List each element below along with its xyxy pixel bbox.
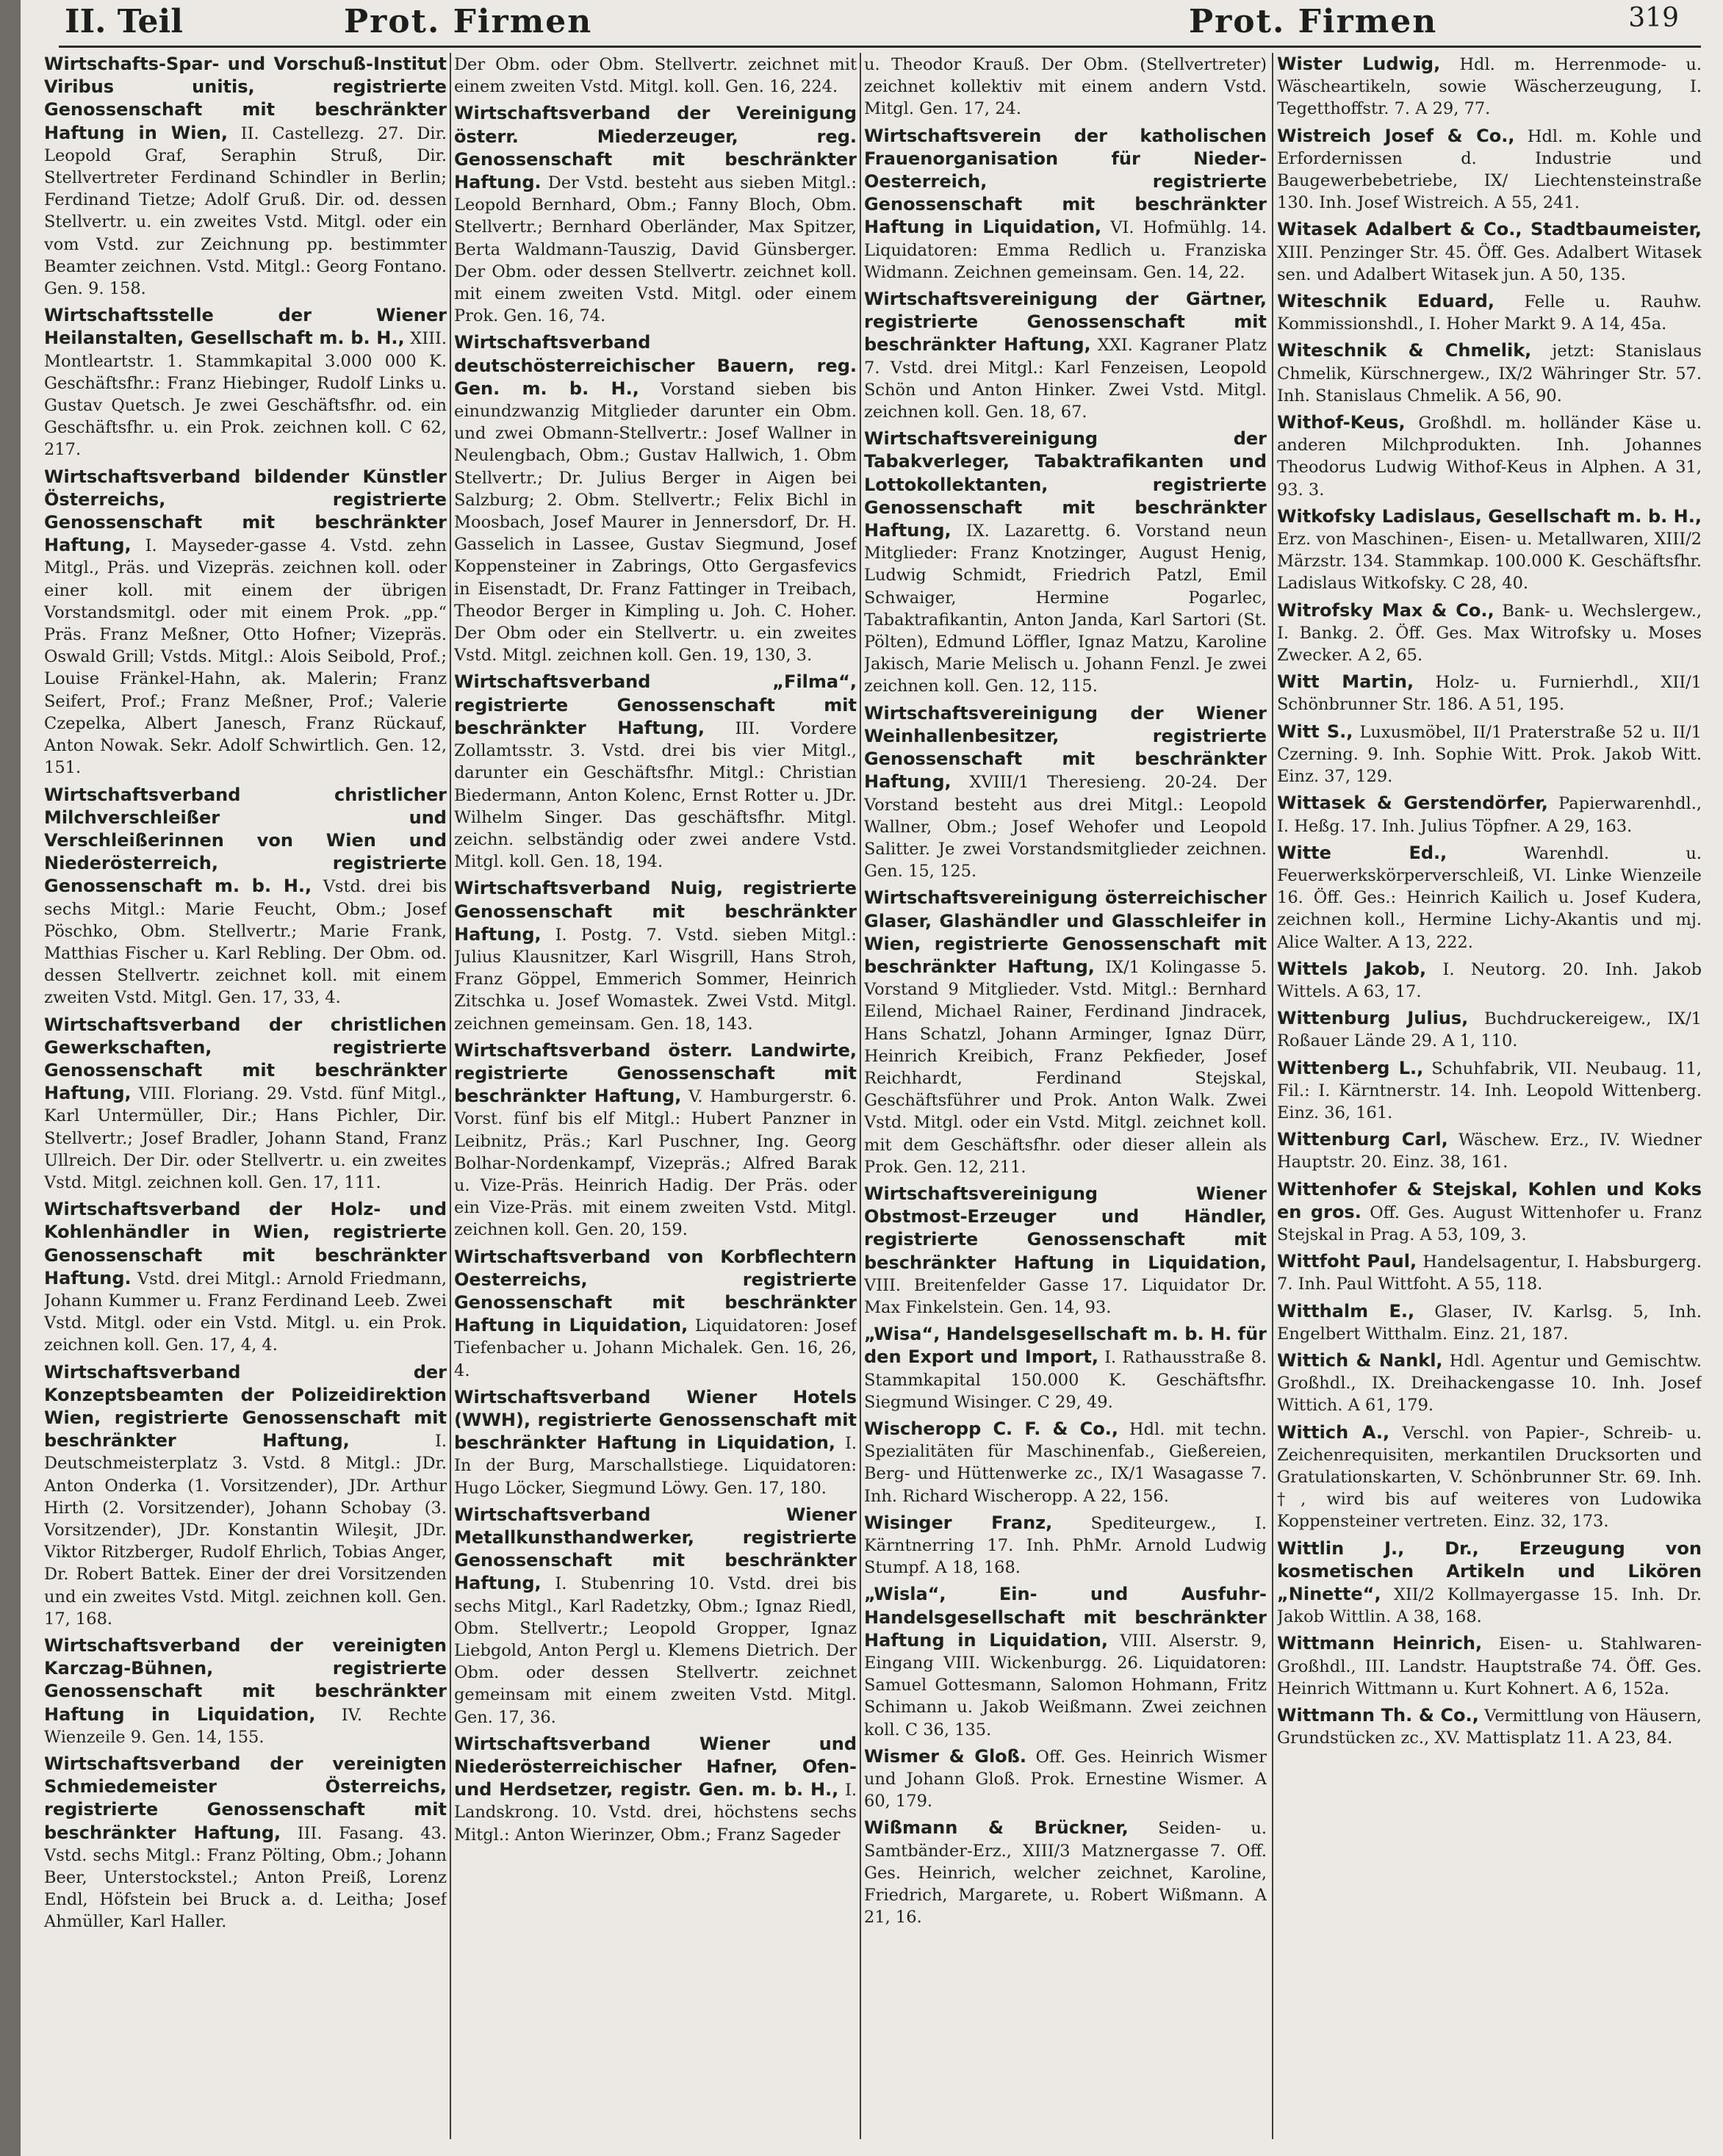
firm-name: Wirtschaftsverband österr. Landwirte, registrierte Genossenschaft mit beschränkter Haftung, <box>454 1039 857 1107</box>
directory-entry <box>864 53 1267 120</box>
firm-name: Wittenhofer & Stejskal, Kohlen und Koks en gros. <box>1277 1178 1702 1222</box>
entry-details: Buchdruckereigew., IX/1 Roßauer Lände 29. A 1, 110. <box>1277 1009 1702 1051</box>
directory-entry <box>864 1418 1267 1507</box>
entry-details: Liquidatoren: Josef Tiefenbacher u. Johann Michalek. Gen. 16, 26, 4. <box>454 1316 857 1380</box>
entry-details: Luxusmöbel, II/1 Praterstraße 52 u. II/1 Czerning. 9. Inh. Sophie Witt. Prok. Jakob Witt. Einz. 37, 129. <box>1277 722 1702 787</box>
entry-details: Vermittlung von Häusern, Grundstücken zc., XV. Mattisplatz 11. A 23, 84. <box>1277 1706 1702 1748</box>
header-rule <box>59 46 1701 48</box>
firm-name: Witt Martin, <box>1277 671 1414 693</box>
firm-name: Witrofsky Max & Co., <box>1277 599 1494 621</box>
directory-entry <box>44 784 447 1009</box>
directory-entry <box>1277 1349 1702 1417</box>
firm-name: Wirtschaftsverband der vereinigten Schmiedemeister Österreichs, registrierte Genossenschaft mit beschränkter Haftung, <box>44 1753 447 1843</box>
directory-entry <box>1277 599 1702 667</box>
directory-entry <box>864 1817 1267 1928</box>
directory-entry <box>1277 842 1702 953</box>
directory-entry <box>1277 218 1702 286</box>
entry-details: I. Neutorg. 20. Inh. Jakob Wittels. A 63, 17. <box>1277 959 1702 1001</box>
firm-name: Wirtschaftsverband Wiener Metallkunsthandwerker, registrierte Genossenschaft mit beschränkter Haftung, <box>454 1504 857 1594</box>
directory-entry <box>864 1183 1267 1319</box>
entry-details: Spediteurgew., I. Kärntnerring 17. Inh. PhMr. Arnold Ludwig Stumpf. A 18, 168. <box>864 1513 1267 1578</box>
directory-entry <box>454 1733 857 1846</box>
running-title-right: Prot. Firmen <box>1189 3 1438 40</box>
entry-details: Erz. von Maschinen-, Eisen- u. Metallwaren, XIII/2 Märzstr. 134. Stammkap. 100.000 K. Geschäftsfhr. Ladislaus Witkofsky. C 28, 40. <box>1277 530 1702 594</box>
entry-details: VI. Hofmühlg. 14. Liquidatoren: Emma Redlich u. Franziska Widmann. Zeichnen gemeinsam. Gen. 14, 22. <box>864 218 1267 282</box>
entry-details: Hdl. Agentur und Gemischtw. Großhdl., IX. Dreihackengasse 10. Inh. Josef Wittich. A 61, 179. <box>1277 1351 1702 1416</box>
firm-name: Wirtschaftsvereinigung österreichischer Glaser, Glashändler und Glasschleifer in Wien, registrierte Genossenschaft mit beschränkter Haftung, <box>864 887 1267 977</box>
directory-entry <box>1277 125 1702 214</box>
entry-details: Vstd. drei bis sechs Mitgl.: Marie Feucht, Obm.; Josef Pöschko, Obm. Stellvertr.; Marie Frank, Matthias Fischer u. Karl Rebling. Der Obm. od. dessen Stellvertr. zeichnet koll. mit einem zweiten Vstd. Mitgl. Gen. 17, 33, 4. <box>44 877 447 1008</box>
firm-name: Wirtschaftsverband Wiener Hotels (WWH), registrierte Genossenschaft mit beschränkter Haftung in Liquidation, <box>454 1386 857 1454</box>
directory-entry <box>1277 1704 1702 1749</box>
directory-entry <box>864 125 1267 284</box>
entry-details: I. Landskrong. 10. Vstd. drei, höchstens sechs Mitgl.: Anton Wierinzer, Obm.; Franz Sageder <box>454 1781 857 1845</box>
column-divider <box>860 53 861 2139</box>
entry-details: III. Fasang. 43. Vstd. sechs Mitgl.: Franz Pölting, Obm.; Johann Beer, Unterstockstel.; Anton Preiß, Lorenz Endl, Höfstein bei Bruck a. d. Leitha; Josef Ahmüller, Karl Haller. <box>44 1823 447 1932</box>
entry-details: IV. Rechte Wienzeile 9. Gen. 14, 155. <box>44 1705 447 1747</box>
firm-name: Wirtschaftsverband von Korbflechtern Oesterreichs, registrierte Genossenschaft mit beschränkter Haftung in Liquidation, <box>454 1246 857 1336</box>
directory-entry <box>1277 290 1702 335</box>
directory-entry <box>1277 1250 1702 1295</box>
entry-details: Hdl. mit techn. Spezialitäten für Maschinenfab., Gießereien, Berg- und Hüttenwerke zc., IX/1 Wasagasse 7. Inh. Richard Wischeropp. A 22, 156. <box>864 1419 1267 1506</box>
entry-details: XII/2 Kollmayergasse 15. Inh. Dr. Jakob Wittlin. A 38, 168. <box>1277 1585 1702 1627</box>
firm-name: Wirtschaftsverband der vereinigten Karczag-Bühnen, registrierte Genossenschaft mit beschränkter Haftung in Liquidation, <box>44 1635 447 1725</box>
running-title-left: Prot. Firmen <box>344 3 593 40</box>
directory-entry <box>44 1634 447 1748</box>
entry-details: I. Postg. 7. Vstd. sieben Mitgl.: Julius Klausnitzer, Karl Wisgrill, Hans Stroh, Franz Göppel, Emmerich Sommer, Heinrich Zitschka u. Josef Womastek. Zwei Vstd. Mitgl. zeichnen gemeinsam. Gen. 18, 143. <box>454 925 857 1034</box>
firm-name: Wittenburg Julius, <box>1277 1008 1469 1029</box>
entry-details: Hdl. m. Kohle und Erfordernissen d. Industrie und Baugewerbebetriebe, IX/ Liechtensteinstraße 130. Inh. Josef Wistreich. A 55, 241. <box>1277 126 1702 213</box>
firm-name: Wirtschaftsverein der katholischen Frauenorganisation für Nieder-Oesterreich, registrierte Genossenschaft mit beschränkter Haftung in Liquidation, <box>864 125 1267 238</box>
firm-name: Wirtschaftsstelle der Wiener Heilanstalten, Gesellschaft m. b. H., <box>44 305 447 349</box>
directory-entry <box>454 1039 857 1241</box>
entry-details: Schuhfabrik, VII. Neubaug. 11, Fil.: I. Kärntnerstr. 14. Inh. Leopold Wittenberg. Einz. 36, 161. <box>1277 1059 1702 1122</box>
firm-name: Wißmann & Brückner, <box>864 1817 1129 1839</box>
entry-details: V. Hamburgerstr. 6. Vorst. fünf bis elf Mitgl.: Hubert Panzner in Leibnitz, Präs.; Karl Puschner, Ing. Georg Bolhar-Nordenkampf, Vizepräs.; Alfred Barak u. Vize-Präs. Heinrich Hadig. Der Präs. oder ein Vize-Präs. mit einem zweiten Vstd. Mitgl. zeichnen koll. Gen. 20, 159. <box>454 1087 857 1240</box>
entry-details: Hdl. m. Herrenmode- u. Wäscheartikeln, sowie Wäscherzeugung, I. Tegetthoffstr. 7. A 29, 77. <box>1277 55 1702 119</box>
firm-name: Wismer & Gloß. <box>864 1745 1027 1767</box>
firm-name: Wittasek & Gerstendörfer, <box>1277 793 1548 814</box>
entry-details: Großhdl. m. holländer Käse u. anderen Milchprodukten. Inh. Johannes Theodorus Ludwig Withof-Keus in Alphen. A 31, 93. 3. <box>1277 414 1702 500</box>
entry-details: VIII. Floriang. 29. Vstd. fünf Mitgl., Karl Untermüller, Dir.; Hans Pichler, Dir. Stellvertr.; Josef Bradler, Johann Stand, Franz Ullreich. Der Dir. oder Stellvertr. u. ein zweites Vstd. Mitgl. zeichnen koll. Gen. 17, 111. <box>44 1084 447 1192</box>
firm-name: Wirtschaftsverband Nuig, registrierte Genossenschaft mit beschränkter Haftung, <box>454 878 857 945</box>
entry-details: II. Castellezg. 27. Dir. Leopold Graf, Seraphin Struß, Dir. Stellvertreter Ferdinand Schindler in Berlin; Ferdinand Tietze; Adolf Gruß. Dir. od. dessen Stellvertr. u. ein zweites Vstd. Mitgl. oder ein vom Vstd. zur Zeichnung pp. bestimmter Beamter zeichnen. Vstd. Mitgl.: Georg Fontano. Gen. 9. 158. <box>44 123 447 299</box>
directory-entry <box>864 887 1267 1178</box>
firm-name: Wittmann Heinrich, <box>1277 1633 1483 1654</box>
directory-entry <box>1277 339 1702 407</box>
firm-name: Wittels Jakob, <box>1277 958 1427 979</box>
entry-details: XXI. Kagraner Platz 7. Vstd. drei Mitgl.: Karl Fenzeisen, Leopold Schön und Anton Hinker. Zwei Vstd. Mitgl. zeichnen koll. Gen. 18, 67. <box>864 336 1267 422</box>
directory-entry <box>864 1323 1267 1413</box>
entry-details: Verschl. von Papier-, Schreib- u. Zeichenrequisiten, merkantilen Drucksorten und Gratulationskarten, V. Schönbrunner Str. 69. Inh. †, wird bis auf weiteres von Ludowika Koppensteiner vertreten. Einz. 32, 173. <box>1277 1423 1702 1532</box>
entry-details: Der Vstd. besteht aus sieben Mitgl.: Leopold Bernhard, Obm.; Fanny Bloch, Obm. Stellvertr.; Bernhard Oberländer, Max Spitzer, Berta Waldmann-Tauszig, David Günsberger. Der Obm. oder dessen Stellvertr. zeichnet koll. mit einem zweiten Vstd. Mitgl. oder einem Prok. Gen. 16, 74. <box>454 173 857 326</box>
directory-entry <box>1277 1537 1702 1629</box>
entry-details: I. Deutschmeisterplatz 3. Vstd. 8 Mitgl.: JDr. Anton Onderka (1. Vorsitzender), JDr. Arthur Hirth (2. Vorsitzender), Johann Schobay (3. Vorsitzender), JDr. Konstantin Wileşit, JDr. Viktor Ritzberger, Rudolf Ehrlich, Tobias Anger, Dr. Robert Battek. Einer der drei Vorsitzenden und ein zweites Vstd. Mitgl. zeichnen koll. Gen. 17, 168. <box>44 1432 447 1629</box>
directory-entry <box>454 877 857 1034</box>
entry-details: VIII. Alserstr. 9, Eingang VIII. Wickenburgg. 26. Liquidatoren: Samuel Gottesmann, Salomon Hohmann, Fritz Schimann u. Jakob Weißmann. Zwei zeichnen koll. C 36, 135. <box>864 1631 1267 1739</box>
directory-entry <box>1277 1300 1702 1345</box>
firm-name: Wirtschaftsverband der Konzeptsbeamten der Polizeidirektion Wien, registrierte Genossenschaft mit beschränkter Haftung, <box>44 1361 447 1452</box>
firm-name: Wittenberg L., <box>1277 1057 1424 1078</box>
directory-entry <box>1277 411 1702 501</box>
firm-name: Wirtschaftsvereinigung der Tabakverleger, Tabaktrafikanten und Lottokollektanten, registrierte Genossenschaft mit beschränkter Haftung, <box>864 428 1267 541</box>
column-divider <box>1272 53 1273 2139</box>
directory-entry <box>1277 671 1702 715</box>
directory-entry <box>1277 1632 1702 1700</box>
entry-details: IX. Lazarettg. 6. Vorstand neun Mitglieder: Franz Knotzinger, August Henig, Ludwig Schmidt, Friedrich Patzl, Emil Schwaiger, Hermine Pogarlec, Tabaktrafikantin, Anton Janda, Karl Sartori (St. Pölten), Edmund Löffler, Ignaz Matzu, Karoline Jakisch, Marie Melisch u. Johann Fenzl. Je zwei zeichnen koll. Gen. 12, 115. <box>864 522 1267 696</box>
firm-name: Withof-Keus, <box>1277 412 1406 433</box>
firm-name: Wirtschaftsverband Wiener und Niederösterreichischer Hafner, Ofen- und Herdsetzer, registr. Gen. m. b. H., <box>454 1733 857 1800</box>
column-divider <box>450 53 451 2139</box>
entry-details: XVIII/1 Theresieng. 20-24. Der Vorstand besteht aus drei Mitgl.: Leopold Wallner, Obm.; Josef Wehofer und Leopold Salitter. Je zwei Vorstandsmitglieder zeichnen. Gen. 15, 125. <box>864 773 1267 881</box>
column-2 <box>454 53 857 2146</box>
firm-name: Wister Ludwig, <box>1277 54 1441 74</box>
firm-name: Wittfoht Paul, <box>1277 1251 1417 1272</box>
entry-details: Warenhdl. u. Feuerwerkskörperverschleiß, VI. Linke Wienzeile 16. Öff. Ges.: Heinrich Kailich u. Josef Kudera, zeichnen koll., Hermine Lichy-Akantis und mj. Alice Walter. A 13, 222. <box>1277 843 1702 952</box>
firm-name: „Wisla“, Ein- und Ausfuhr-Handelsgesellschaft mit beschränkter Haftung in Liquidation, <box>864 1584 1267 1651</box>
directory-entry <box>1277 1007 1702 1052</box>
firm-name: Wirtschaftsvereinigung der Wiener Weinhallenbesitzer, registrierte Genossenschaft mit beschränkter Haftung, <box>864 702 1267 793</box>
column-3 <box>864 53 1267 2146</box>
entry-details: III. Vordere Zollamtsstr. 3. Vstd. drei bis vier Mitgl., darunter ein Geschäftsfhr. Mitgl.: Christian Biedermann, Anton Kolenc, Ernst Rotter u. JDr. Wilhelm Singer. Das geschäftsfhr. Mitgl. zeichn. selbständig oder zwei andere Vstd. Mitgl. koll. Gen. 18, 194. <box>454 718 857 872</box>
firm-name: Wirtschaftsverband der Holz- und Kohlenhändler in Wien, registrierte Genossenschaft mit beschränkter Haftung. <box>44 1199 447 1288</box>
directory-entry <box>1277 53 1702 120</box>
directory-entry <box>864 702 1267 883</box>
directory-entry <box>44 1198 447 1356</box>
directory-entry <box>864 288 1267 423</box>
directory-entry <box>1277 1421 1702 1533</box>
entry-details: IX/1 Kolingasse 5. Vorstand 9 Mitglieder. Vstd. Mitgl.: Bernhard Eilend, Michael Rainer, Ferdinand Jindracek, Hans Schatzl, Johann Arminger, Ignaz Dürr, Heinrich Kreibich, Franz Pekfieder, Josef Reichhardt, Ferdinand Stejskal, Geschäftsführer und Prok. Anton Walk. Zwei Vstd. Mitgl. oder ein Vstd. Mitgl. zeichnet koll. mit dem Geschäftsfhr. oder dieser allein als Prok. Gen. 12, 211. <box>864 957 1267 1177</box>
firm-name: Witkofsky Ladislaus, Gesellschaft m. b. H., <box>1277 505 1702 527</box>
entry-details: I. Mayseder-gasse 4. Vstd. zehn Mitgl., Präs. und Vizepräs. zeichnen koll. oder einer koll. mit einem der übrigen Vorstandsmitgl. oder mit einem Prok. „pp.“ Präs. Franz Meßner, Otto Hofner; Vizepräs. Oswald Grill; Vstds. Mitgl.: Alois Seibold, Prof.; Louise Fränkel-Hahn, ak. Malerin; Franz Seifert, Prof.; Franz Meßner, Prof.; Valerie Czepelka, Albert Janesch, Franz Rückauf, Anton Nowak. Sekr. Adolf Schwirtlich. Gen. 12, 151. <box>44 536 447 778</box>
firm-name: Wittlin J., Dr., Erzeugung von kosmetischen Artikeln und Likören „Ninette“, <box>1277 1537 1702 1604</box>
column-1 <box>44 53 447 2146</box>
entry-details: Wäschew. Erz., IV. Wiedner Hauptstr. 20. Einz. 38, 161. <box>1277 1131 1702 1172</box>
directory-entry <box>454 331 857 666</box>
entry-details: jetzt: Stanislaus Chmelik, Kürschnergew., IX/2 Währinger Str. 57. Inh. Stanislaus Chmelik. A 56, 90. <box>1277 342 1702 405</box>
firm-name: Wittenburg Carl, <box>1277 1129 1448 1150</box>
entry-details: u. Theodor Krauß. Der Obm. (Stellvertreter) zeichnet kollektiv mit einem andern Vstd. Mitgl. Gen. 17, 24. <box>864 55 1267 119</box>
firm-name: Wittich & Nankl, <box>1277 1349 1443 1371</box>
page-edge-shadow <box>0 0 21 2156</box>
firm-name: Witt S., <box>1277 721 1353 742</box>
firm-name: Wirtschaftsverband christlicher Milchverschleißer und Verschleißerinnen von Wien und Niederösterreich, registrierte Genossenschaft m. b. H., <box>44 784 447 897</box>
directory-entry <box>454 53 857 98</box>
firm-name: Wirtschaftsverband der Vereinigung österr. Miederzeuger, reg. Genossenschaft mit beschränkter Haftung. <box>454 103 857 193</box>
directory-entry <box>454 1246 857 1382</box>
firm-name: Wirtschaftsverband bildender Künstler Österreichs, registrierte Genossenschaft mit beschränkter Haftung, <box>44 466 447 556</box>
entry-details: Felle u. Rauhw. Kommissionshdl., I. Hoher Markt 9. A 14, 45a. <box>1277 292 1702 334</box>
directory-entry <box>1277 1057 1702 1125</box>
page-number: 319 <box>1628 3 1679 33</box>
directory-entry <box>1277 1178 1702 1247</box>
firm-name: Wisinger Franz, <box>864 1512 1053 1533</box>
directory-entry <box>44 304 447 461</box>
directory-entry <box>44 53 447 300</box>
directory-entry <box>454 1386 857 1499</box>
entry-details: Handelsagentur, I. Habsburgerg. 7. Inh. Paul Wittfoht. A 55, 118. <box>1277 1252 1702 1294</box>
entry-details: Glaser, IV. Karlsg. 5, Inh. Engelbert Witthalm. Einz. 21, 187. <box>1277 1302 1702 1344</box>
firm-name: Witeschnik Eduard, <box>1277 291 1494 312</box>
firm-name: Witeschnik & Chmelik, <box>1277 340 1532 361</box>
entry-details: I. Rathausstraße 8. Stammkapital 150.000 K. Geschäftsfhr. Siegmund Wisinger. C 29, 49. <box>864 1348 1267 1412</box>
directory-entry <box>864 1745 1267 1813</box>
entry-details: XIII. Penzinger Str. 45. Öff. Ges. Adalbert Witasek sen. und Adalbert Witasek jun. A 50, 135. <box>1277 242 1702 284</box>
firm-name: Wirtschafts-Spar- und Vorschuß-Institut Viribus unitis, registrierte Genossenschaft mit beschränkter Haftung in Wien, <box>44 54 447 143</box>
entry-details: Der Obm. oder Obm. Stellvertr. zeichnet mit einem zweiten Vstd. Mitgl. koll. Gen. 16, 224. <box>454 55 857 97</box>
entry-details: Vstd. drei Mitgl.: Arnold Friedmann, Johann Kummer u. Franz Ferdinand Leeb. Zwei Vstd. Mitgl. oder ein Vstd. Mitgl. u. ein Prok. zeichnen koll. Gen. 17, 4, 4. <box>44 1269 447 1355</box>
entry-details: Holz- u. Furnierhdl., XII/1 Schönbrunner Str. 186. A 51, 195. <box>1277 673 1702 715</box>
page-header <box>21 0 1723 51</box>
firm-name: Wistreich Josef & Co., <box>1277 125 1515 146</box>
entry-details: I. Stubenring 10. Vstd. drei bis sechs Mitgl., Karl Radetzky, Obm.; Ignaz Riedl, Obm. Stellvertr.; Leopold Gropper, Ignaz Liebgold, Anton Pergl u. Klemens Dietrich. Der Obm. oder dessen Stellvertr. zeichnet gemeinsam mit einem zweiten Vstd. Mitgl. Gen. 17, 36. <box>454 1574 857 1727</box>
firm-name: Wirtschaftsvereinigung der Gärtner, registrierte Genossenschaft mit beschränkter Haftung, <box>864 289 1267 356</box>
entry-details: Seiden- u. Samtbänder-Erz., XIII/3 Matznergasse 7. Off. Ges. Heinrich, welcher zeichnet, Karoline, Friedrich, Margarete, u. Robert Wißmann. A 21, 16. <box>864 1819 1267 1928</box>
directory-entry <box>44 1361 447 1630</box>
firm-name: Wirtschaftsvereinigung Wiener Obstmost-Erzeuger und Händler, registrierte Genossenschaft mit beschränkter Haftung in Liquidation, <box>864 1183 1267 1273</box>
directory-entry <box>1277 505 1702 595</box>
entry-details: Papierwarenhdl., I. Heßg. 17. Inh. Julius Töpfner. A 29, 163. <box>1277 794 1702 836</box>
directory-entry <box>864 1512 1267 1579</box>
directory-entry <box>1277 792 1702 837</box>
directory-entry <box>454 671 857 873</box>
firm-name: Wirtschaftsverband der christlichen Gewerkschaften, registrierte Genossenschaft mit beschränkter Haftung, <box>44 1014 447 1104</box>
directory-entry <box>454 1504 857 1728</box>
firm-name: Witte Ed., <box>1277 842 1447 863</box>
directory-entry <box>454 102 857 327</box>
directory-entry <box>864 1583 1267 1740</box>
entry-details: Bank- u. Wechslergew., I. Bankg. 2. Öff. Ges. Max Witrofsky u. Moses Zwecker. A 2, 65. <box>1277 601 1702 666</box>
directory-entry <box>1277 1128 1702 1173</box>
entry-details: Off. Ges. Heinrich Wismer und Johann Gloß. Prok. Ernestine Wismer. A 60, 179. <box>864 1747 1267 1811</box>
entry-details: Eisen- u. Stahlwaren-Großhdl., III. Landstr. Hauptstraße 74. Öff. Ges. Heinrich Wittmann u. Kurt Kohnert. A 6, 152a. <box>1277 1634 1702 1698</box>
firm-name: Wirtschaftsverband „Filma“, registrierte Genossenschaft mit beschränkter Haftung, <box>454 671 857 738</box>
entry-details: VIII. Breitenfelder Gasse 17. Liquidator Dr. Max Finkelstein. Gen. 14, 93. <box>864 1275 1267 1317</box>
firm-name: „Wisa“, Handelsgesellschaft m. b. H. für den Export und Import, <box>864 1324 1267 1368</box>
directory-entry <box>864 428 1267 697</box>
entry-details: I. In der Burg, Marschallstiege. Liquidatoren: Hugo Löcker, Siegmund Löwy. Gen. 17, 180. <box>454 1434 857 1498</box>
firm-name: Wischeropp C. F. & Co., <box>864 1418 1118 1439</box>
firm-name: Wittich A., <box>1277 1421 1390 1443</box>
directory-entry <box>44 466 447 779</box>
firm-name: Wirtschaftsverband deutschösterreichischer Bauern, reg. Gen. m. b. H., <box>454 332 857 399</box>
directory-entry <box>44 1753 447 1933</box>
firm-name: Wittmann Th. & Co., <box>1277 1705 1479 1726</box>
entry-details: Vorstand sieben bis einundzwanzig Mitglieder darunter ein Obm. und zwei Obmann-Stellvertr.: Josef Wallner in Neulengbach, Obm.; Gustav Hallwich, 1. Obm Stellvertr.; Dr. Julius Berger in Aigen bei Salzburg; 2. Obm. Stellvertr.; Felix Bichl in Moosbach, Josef Maurer in Jennersdorf, Dr. H. Gasselich in Lassee, Gustav Siegmund, Josef Koppensteiner in Zabrings, Otto Gergasfevics in Eisenstadt, Dr. Franz Fattinger in Treibach, Theodor Berger in Kimpling u. Joh. C. Hoher. Der Obm oder ein Stellvertr. u. ein zweites Vstd. Mitgl. zeichnen koll. Gen. 19, 130, 3. <box>454 379 857 666</box>
firm-name: Witasek Adalbert & Co., Stadtbaumeister, <box>1277 219 1702 240</box>
directory-entry <box>44 1014 447 1194</box>
column-4 <box>1277 53 1702 2146</box>
firm-name: Witthalm E., <box>1277 1300 1415 1322</box>
entry-details: XIII. Montleartstr. 1. Stammkapital 3.000 000 K. Geschäftsfhr.: Franz Hiebinger, Rudolf Links u. Gustav Quetsch. Je zwei Geschäftsfhr. od. ein Geschäftsfhr. u. ein Prok. zeichnen koll. C 62, 217. <box>44 329 447 460</box>
part-label: II. Teil <box>65 3 183 40</box>
directory-entry <box>1277 721 1702 788</box>
directory-entry <box>1277 958 1702 1003</box>
entry-details: Off. Ges. August Wittenhofer u. Franz Stejskal in Prag. A 53, 109, 3. <box>1277 1203 1702 1244</box>
